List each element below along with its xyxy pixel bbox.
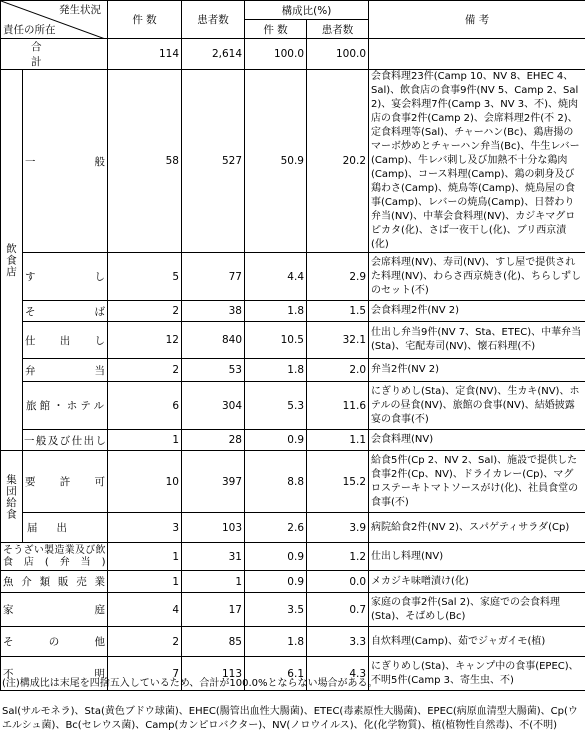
row-patients: 17 [182, 593, 245, 627]
header-ratio: 構成比(%) [245, 1, 369, 20]
row-pct-patients: 0.7 [307, 593, 369, 627]
row-cases: 58 [108, 70, 182, 253]
row-cases: 1 [108, 430, 182, 451]
row-patients: 103 [182, 513, 245, 543]
row-pct-patients: 1.2 [307, 543, 369, 571]
header-remarks: 備 考 [369, 1, 585, 39]
table-row [1, 70, 585, 253]
row-remark: 会食料理2件(NV 2) [369, 301, 585, 322]
table-row [1, 301, 585, 322]
row-remark: メカジキ味噌漬け(化) [369, 571, 585, 593]
row-remark: 会食料理(NV) [369, 430, 585, 451]
row-pct-cases: 6.1 [245, 657, 307, 691]
row-cases: 3 [108, 513, 182, 543]
row-label: そ ば [23, 301, 108, 322]
row-label: 旅館・ホテル [23, 382, 108, 430]
total-label: 合 計 [1, 39, 108, 70]
row-pct-cases: 0.9 [245, 543, 307, 571]
row-pct-patients: 1.1 [307, 430, 369, 451]
row-pct-patients: 1.5 [307, 301, 369, 322]
row-remark: 自炊料理(Camp)、茹でジャガイモ(植) [369, 627, 585, 657]
row-pct-patients: 20.2 [307, 70, 369, 253]
row-label: 一般及び仕出し [23, 430, 108, 451]
row-label: す し [23, 253, 108, 301]
row-pct-cases: 0.9 [245, 430, 307, 451]
total-remark [369, 39, 585, 70]
row-label: そ の 他 [1, 627, 108, 657]
footnote-rounding: (注)構成比は末尾を四捨五入しているため、合計が100.0%とならない場合がある。 [2, 678, 378, 689]
row-label: 弁 当 [23, 359, 108, 382]
header-ratio-cases: 件 数 [245, 20, 307, 39]
row-patients: 53 [182, 359, 245, 382]
row-patients: 28 [182, 430, 245, 451]
row-label: 魚介類販売業 [1, 571, 108, 593]
row-remark: 給食5件(Cp 2、NV 2、Sal)、施設で提供した食事2件(Cp、NV)、ドライカレー(Cp)、マグロステーキトマトソースがけ(化)、社員食堂の食事(不) [369, 451, 585, 513]
row-patients: 397 [182, 451, 245, 513]
row-pct-patients: 11.6 [307, 382, 369, 430]
row-cases: 7 [108, 657, 182, 691]
row-pct-cases: 1.8 [245, 359, 307, 382]
header-corner-bottom: 責任の所在 [3, 24, 56, 36]
header-ratio-patients: 患者数 [307, 20, 369, 39]
row-cases: 1 [108, 571, 182, 593]
row-patients: 1 [182, 571, 245, 593]
row-label: そうざい製造業及び飲食店(弁当) [1, 543, 108, 571]
row-patients: 31 [182, 543, 245, 571]
table-row [1, 253, 585, 301]
row-pct-patients: 4.3 [307, 657, 369, 691]
total-patients: 2,614 [182, 39, 245, 70]
table-row [1, 359, 585, 382]
row-remark: 会席料理(NV)、寿司(NV)、すし屋で提供された料理(NV)、わらさ西京焼き(化)、ちらしずしのセット(不) [369, 253, 585, 301]
table-row [1, 593, 585, 627]
row-patients: 527 [182, 70, 245, 253]
row-patients: 85 [182, 627, 245, 657]
header-patients: 患者数 [182, 1, 245, 39]
row-cases: 2 [108, 627, 182, 657]
row-pct-cases: 1.8 [245, 301, 307, 322]
table-row [1, 627, 585, 657]
row-cases: 2 [108, 359, 182, 382]
row-label: 仕 出 し [23, 322, 108, 359]
row-remark: 仕出し弁当9件(NV 7、Sta、ETEC)、中華弁当(Sta)、宅配寿司(NV)、懐石料理(不) [369, 322, 585, 359]
row-patients: 840 [182, 322, 245, 359]
header-cases: 件 数 [108, 1, 182, 39]
row-pct-cases: 5.3 [245, 382, 307, 430]
row-pct-cases: 50.9 [245, 70, 307, 253]
row-patients: 77 [182, 253, 245, 301]
row-pct-cases: 4.4 [245, 253, 307, 301]
header-row-1 [1, 1, 585, 20]
row-remark: 弁当2件(NV 2) [369, 359, 585, 382]
row-pct-patients: 32.1 [307, 322, 369, 359]
row-remark: 仕出し料理(NV) [369, 543, 585, 571]
row-cases: 10 [108, 451, 182, 513]
row-cases: 4 [108, 593, 182, 627]
header-corner-top: 発生状況 [59, 4, 101, 16]
row-patients: 113 [182, 657, 245, 691]
table-row [1, 382, 585, 430]
row-remark: 家庭の食事2件(Sal 2)、家庭での会食料理(Sta)、そばめし(Bc) [369, 593, 585, 627]
row-pct-patients: 15.2 [307, 451, 369, 513]
table-row [1, 430, 585, 451]
group-label-restaurant: 飲食店 [1, 70, 23, 451]
row-label: 不 明 [1, 657, 108, 691]
row-pct-patients: 2.9 [307, 253, 369, 301]
group-label-group-meal: 集団給食 [1, 451, 23, 543]
row-pct-patients: 2.0 [307, 359, 369, 382]
row-pct-cases: 0.9 [245, 571, 307, 593]
header-corner-cell [1, 1, 108, 39]
total-pct-patients: 100.0 [307, 39, 369, 70]
row-cases: 2 [108, 301, 182, 322]
row-pct-patients: 0.0 [307, 571, 369, 593]
row-patients: 304 [182, 382, 245, 430]
table-row [1, 451, 585, 513]
row-remark: 病院給食2件(NV 2)、スパゲティサラダ(Cp) [369, 513, 585, 543]
row-remark: 会食料理23件(Camp 10、NV 8、EHEC 4、Sal)、飲食店の食事9件(NV 5、Camp 2、Sal 2)、宴会料理7件(Camp 3、NV 3、不)、焼肉店の食事2件(Camp 2)、会席料理2件(不 2)、定食料理等(Sal)、チャーハン(Bc)、鶏唐揚のマーボ炒めとチャーハン弁当(Bc)、牛生レバー(Camp)、牛レバ刺し及び加熱不十分な鶏肉(Camp)、コース料理(Camp)、鶏の刺身及び鶏わさ(Camp)、焼鳥等(Camp)、焼鳥屋の食事(Camp)、レバーの焼鳥(Camp)、日替わり弁当(NV)、中華会食料理(NV)、カジキマグロピカタ(化)、さば一夜干し(化)、ブリ西京漬(化) [369, 70, 585, 253]
row-cases: 6 [108, 382, 182, 430]
row-pct-patients: 3.9 [307, 513, 369, 543]
table-row [1, 322, 585, 359]
footnotes [2, 677, 583, 733]
row-pct-cases: 2.6 [245, 513, 307, 543]
table-row [1, 513, 585, 543]
row-remark: にぎりめし(Sta)、定食(NV)、生カキ(NV)、ホテルの昼食(NV)、旅館の食事(NV)、結婚披露宴の食事(不) [369, 382, 585, 430]
row-pct-cases: 8.8 [245, 451, 307, 513]
row-patients: 38 [182, 301, 245, 322]
row-label: 家 庭 [1, 593, 108, 627]
row-cases: 12 [108, 322, 182, 359]
row-pct-cases: 10.5 [245, 322, 307, 359]
table-row [1, 571, 585, 593]
row-cases: 1 [108, 543, 182, 571]
row-remark: にぎりめし(Sta)、キャンプ中の食事(EPEC)、不明5件(Camp 3、寄生虫、不) [369, 657, 585, 691]
row-cases: 5 [108, 253, 182, 301]
row-pct-cases: 3.5 [245, 593, 307, 627]
total-pct-cases: 100.0 [245, 39, 307, 70]
total-row [1, 39, 585, 70]
row-pct-patients: 3.3 [307, 627, 369, 657]
row-label: 要 許 可 [23, 451, 108, 513]
total-cases: 114 [108, 39, 182, 70]
footnote-abbreviations: Sal(サルモネラ)、Sta(黄色ブドウ球菌)、EHEC(腸管出血性大腸菌)、ETEC(毒素原性大腸菌)、EPEC(病原血清型大腸菌)、Cp(ウエルシュ菌)、Bc(セレウス菌)、Camp(カンピロバクター)、NV(ノロウイルス)、化(化学物質)、植(植物性自然毒)、不(不明) [2, 706, 578, 731]
row-label: 一 般 [23, 70, 108, 253]
row-label: 届 出 [23, 513, 108, 543]
table-row [1, 543, 585, 571]
row-pct-cases: 1.8 [245, 627, 307, 657]
